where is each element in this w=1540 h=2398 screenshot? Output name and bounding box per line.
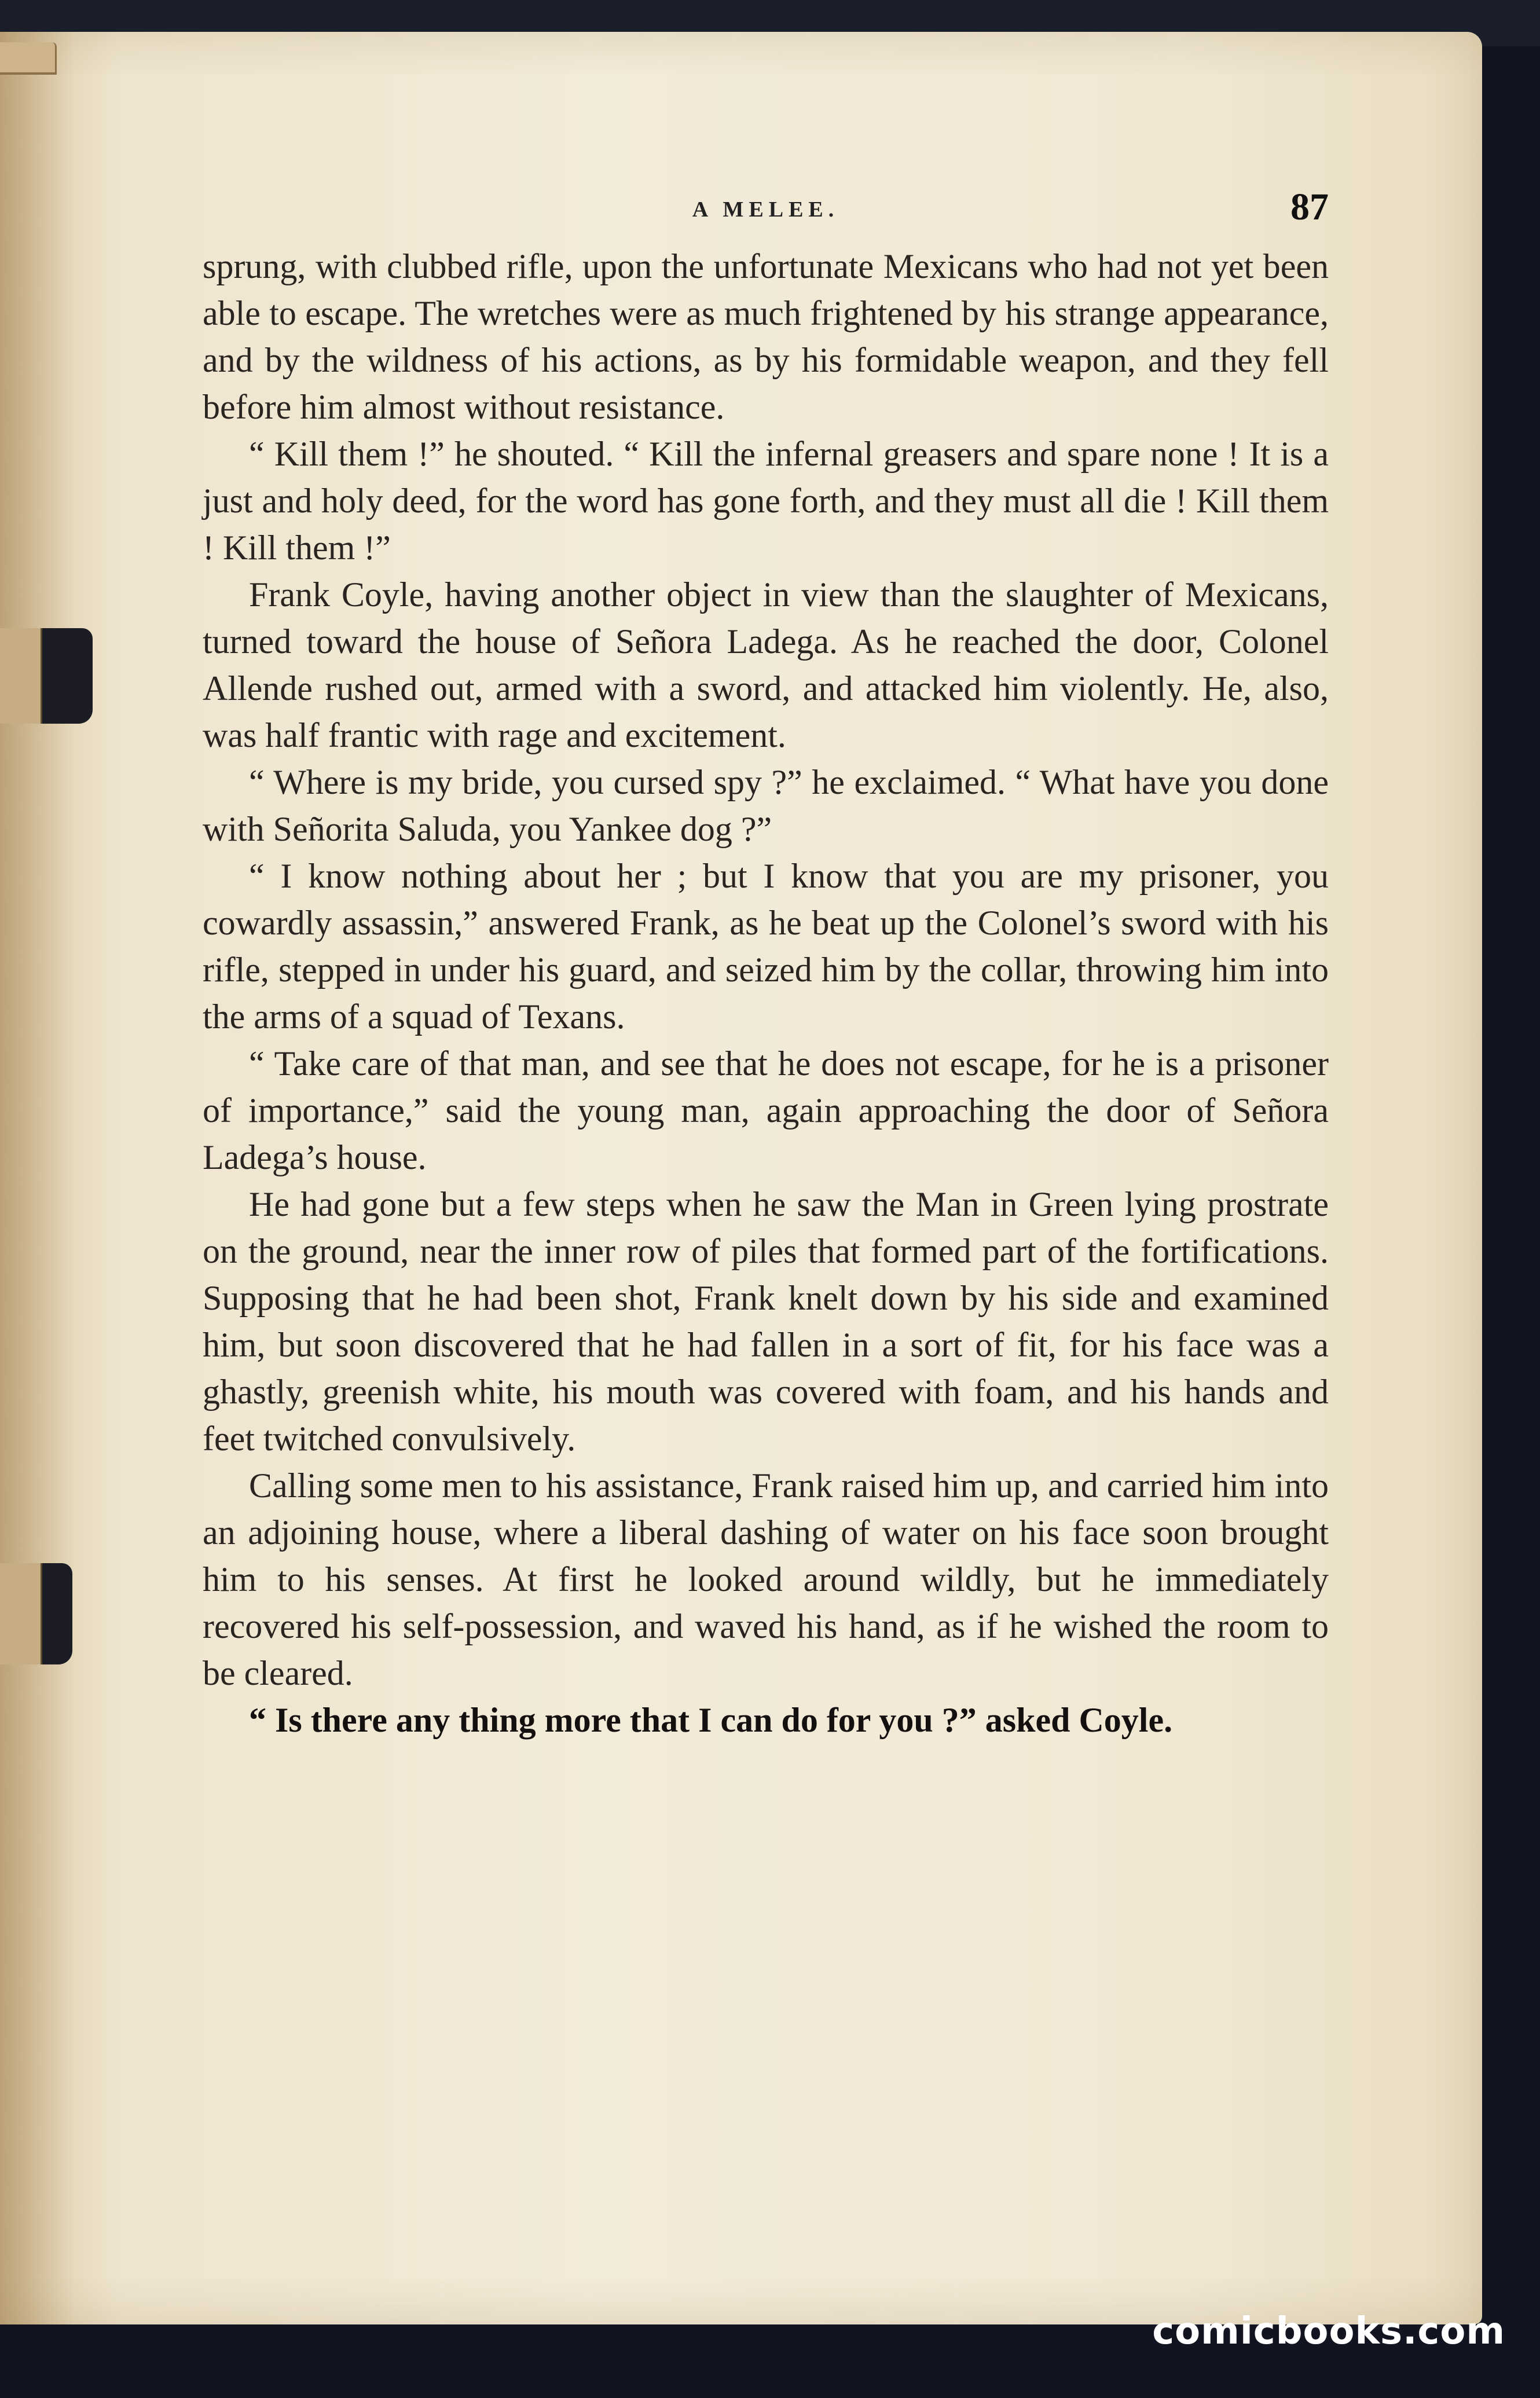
- body-text: [203, 243, 1329, 1744]
- paragraph: “ Kill them !” he shouted. “ Kill the infernal greasers and spare none ! It is a just and holy deed, for the word has gone forth, and they must all die ! Kill them ! Kill them !”: [203, 435, 1329, 567]
- paragraph: Frank Coyle, having another object in view than the slaughter of Mexicans, turned toward the house of Señora Ladega. As he reached the door, Colonel Allende rushed out, armed with a sword, and attacked him violently. He, also, was half frantic with rage and excitement.: [203, 575, 1329, 754]
- watermark: comicbooks.com: [1152, 2310, 1505, 2353]
- running-head: A MELEE.: [692, 197, 839, 222]
- paragraph: “ Is there any thing more that I can do for you ?” asked Coyle.: [249, 1701, 1173, 1739]
- page-number: 87: [1290, 186, 1329, 228]
- paragraph: “ Where is my bride, you cursed spy ?” he exclaimed. “ What have you done with Señorita Saluda, you Yankee dog ?”: [203, 763, 1329, 848]
- binding-tear-upper: [0, 628, 93, 724]
- paragraph: He had gone but a few steps when he saw the Man in Green lying prostrate on the ground, near the inner row of piles that formed part of the fortifications. Supposing that he had been shot, Frank knelt down by his side and examined him, but soon discovered that he had fallen in a sort of fit, for his face was a ghastly, greenish white, his mouth was covered with foam, and his hands and feet twitched convulsively.: [203, 1185, 1329, 1458]
- paragraph: “ Take care of that man, and see that he does not escape, for he is a prisoner of importance,” said the young man, again approaching the door of Señora Ladega’s house.: [203, 1044, 1329, 1176]
- paragraph: “ I know nothing about her ; but I know that you are my prisoner, you cowardly assassin,” answered Frank, as he beat up the Colonel’s sword with his rifle, stepped in under his guard, and seized him by the collar, throwing him into the arms of a squad of Texans.: [203, 857, 1329, 1036]
- paragraph: sprung, with clubbed rifle, upon the unfortunate Mexicans who had not yet been able to escape. The wretches were as much frightened by his strange appearance, and by the wildness of his actions, as by his formidable weapon, and they fell before him almost without resistance.: [203, 247, 1329, 426]
- spine-tab: [0, 42, 57, 75]
- paragraph: Calling some men to his assistance, Frank raised him up, and carried him into an adjoining house, where a liberal dashing of water on his face soon brought him to his senses. At first he looked around wildly, but he immediately recovered his self-possession, and waved his hand, as if he wished the room to be cleared.: [203, 1466, 1329, 1692]
- binding-tear-lower: [0, 1563, 72, 1664]
- page-header: [203, 185, 1329, 237]
